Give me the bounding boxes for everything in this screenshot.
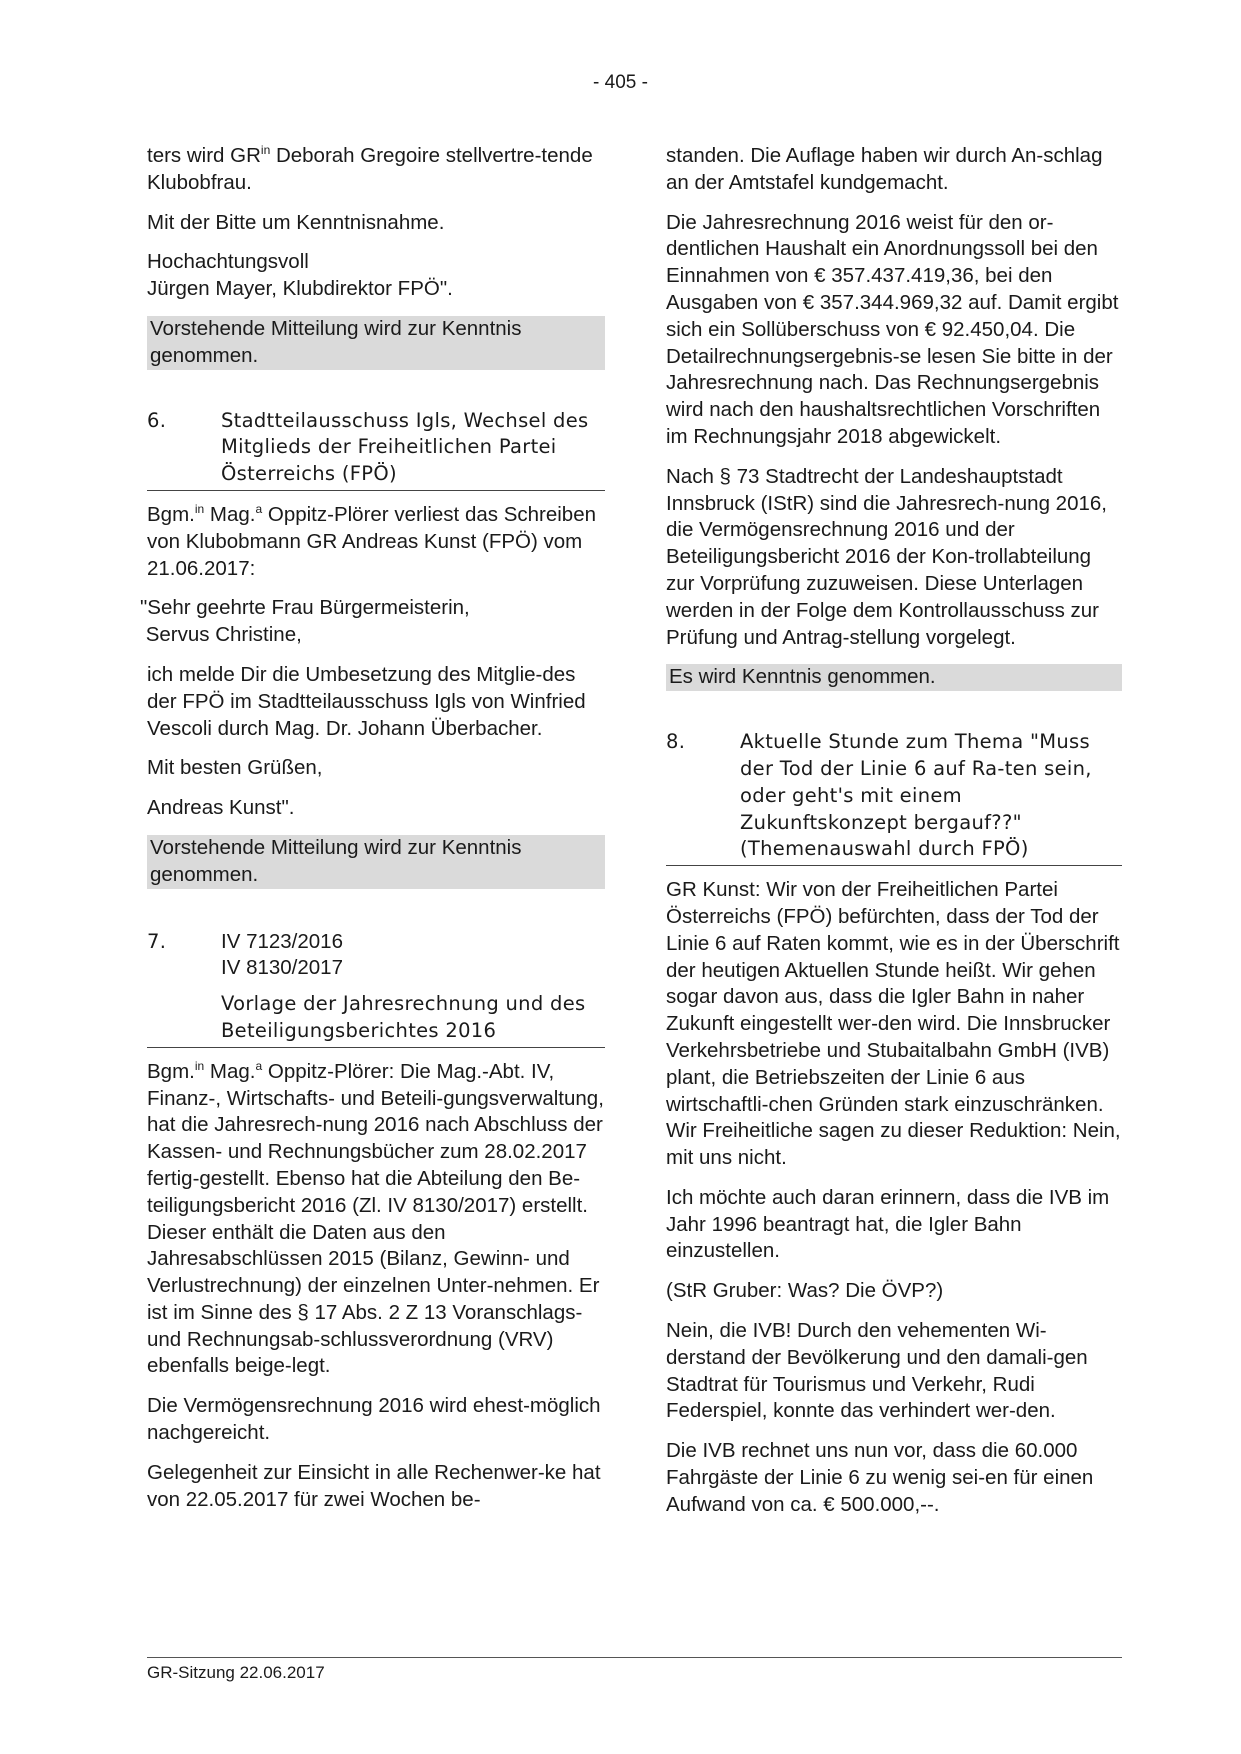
right-column: [666, 143, 1122, 1532]
paragraph: Die Vermögensrechnung 2016 wird ehest-möglich nachgereicht.: [147, 1394, 601, 1445]
paragraph: GR Kunst: Wir von der Freiheitlichen Partei Österreichs (FPÖ) befürchten, dass der Tod der Linie 6 auf Raten kommt, wie es in der Überschrift der heutigen Aktuellen Stunde heißt. Wir gehen sogar davon aus, dass die Igler Bahn in naher Zukunft eingestellt wer-den wird. Die Innsbrucker Verkehrsbetriebe und Stubaitalbahn GmbH (IVB) plant, die Betriebszeiten der Linie 6 aus wirtschaftli-chen Gründen stark einzuschränken. Wir Freiheitliche sagen zu dieser Reduktion: Nein, mit uns nicht.: [666, 878, 1121, 1170]
paragraph: Mit besten Grüßen,: [147, 756, 323, 780]
agenda-item-6: 6. Stadtteilausschuss Igls, Wechsel des Mitglieds der Freiheitlichen Partei Österreichs (FPÖ): [147, 408, 605, 491]
paragraph: ich melde Dir die Umbesetzung des Mitglie-des der FPÖ im Stadtteilausschuss Igls von Winfried Vescoli durch Mag. Dr. Johann Überbacher.: [147, 662, 586, 740]
paragraph: Gelegenheit zur Einsicht in alle Rechenwer-ke hat von 22.05.2017 für zwei Wochen be-: [147, 1460, 601, 1511]
letter-salutation: "Sehr geehrte Frau Bürgermeisterin, Servus Christine,: [140, 596, 470, 647]
reference-number: IV 8130/2017: [221, 956, 343, 980]
footer-text: GR-Sitzung 22.06.2017: [147, 1663, 325, 1682]
reference-number: IV 7123/2016: [221, 929, 343, 953]
signature-block: Hochachtungsvoll Jürgen Mayer, Klubdirektor FPÖ".: [147, 250, 453, 301]
paragraph: Mit der Bitte um Kenntnisnahme.: [147, 210, 445, 234]
agenda-item-title: Aktuelle Stunde zum Thema "Muss der Tod der Linie 6 auf Ra-ten sein, oder geht's mit einem Zukunftskonzept bergauf??" (Themenauswahl durch FPÖ): [740, 730, 1092, 861]
paragraph: standen. Die Auflage haben wir durch An-schlag an der Amtstafel kundgemacht.: [666, 144, 1103, 194]
paragraph: Nein, die IVB! Durch den vehementen Wi-derstand der Bevölkerung und den damali-gen Stadtrat für Tourismus und Verkehr, Rudi Federspiel, konnte das verhindert wer-den.: [666, 1319, 1088, 1423]
resolution-note: Vorstehende Mitteilung wird zur Kenntnis genommen.: [147, 835, 605, 889]
agenda-item-title: Vorlage der Jahresrechnung und des Beteiligungsberichtes 2016: [221, 992, 586, 1042]
interjection: (StR Gruber: Was? Die ÖVP?): [666, 1279, 944, 1303]
paragraph: Andreas Kunst".: [147, 796, 295, 820]
paragraph: Bgm.$^{in}$ Mag.$^a$ Oppitz-Plörer verliest das Schreiben von Klubobmann GR Andreas Kunst (FPÖ) vom 21.06.2017:: [147, 501, 597, 580]
paragraph: Ich möchte auch daran erinnern, dass die IVB im Jahr 1996 beantragt hat, die Igler Bahn einzustellen.: [666, 1185, 1110, 1263]
resolution-note: Vorstehende Mitteilung wird zur Kenntnis genommen.: [147, 316, 605, 370]
paragraph: ters wird $GR^{in}$ Deborah Gregoire stellvertre-tende Klubobfrau.: [147, 143, 593, 194]
agenda-item-7: 7. IV 7123/2016 IV 8130/2017 Vorlage der Jahresrechnung und des Beteiligungsberichtes 2016: [147, 929, 605, 1048]
speaker: GR Kunst:: [666, 878, 761, 902]
left-column: [140, 143, 605, 1526]
paragraph: Nach § 73 Stadtrecht der Landeshauptstadt Innsbruck (IStR) sind die Jahresrech-nung 2016, die Vermögensrechnung 2016 und der Beteiligungsbericht 2016 der Kon-trollabteilung zur Vorprüfung zuzuweisen. Diese Unterlagen werden in der Folge dem Kontrollausschuss zur Prüfung und Antrag-stellung vorgelegt.: [666, 464, 1107, 649]
resolution-note: Es wird Kenntnis genommen.: [666, 664, 1122, 691]
agenda-item-title: Stadtteilausschuss Igls, Wechsel des Mitglieds der Freiheitlichen Partei Österreichs (FPÖ): [221, 408, 589, 486]
agenda-item-8: 8. Aktuelle Stunde zum Thema "Muss der Tod der Linie 6 auf Ra-ten sein, oder geht's mit einem Zukunftskonzept bergauf??" (Themenauswahl durch FPÖ): [666, 729, 1122, 866]
page-number: - 405 -: [593, 72, 648, 93]
paragraph: Die Jahresrechnung 2016 weist für den or-dentlichen Haushalt ein Anordnungssoll bei den Einnahmen von € 357.437.419,36, bei den Ausgaben von € 357.344.969,32 auf. Damit ergibt sich ein Sollüberschuss von € 92.450,04. Die Detailrechnungsergebnis-se lesen Sie bitte in der Jahresrechnung nach. Das Rechnungsergebnis wird nach den haushaltsrechtlichen Vorschriften im Rechnungsjahr 2018 abgewickelt.: [666, 210, 1119, 448]
paragraph: Die IVB rechnet uns nun vor, dass die 60.000 Fahrgäste der Linie 6 zu wenig sei-en für einen Aufwand von ca. € 500.000,--.: [666, 1439, 1094, 1516]
footer-divider: [147, 1657, 1122, 1658]
paragraph: Bgm.$^{in}$ Mag.$^a$ Oppitz-Plörer: Die Mag.-Abt. IV, Finanz-, Wirtschafts- und Beteili-gungsverwaltung, hat die Jahresrech-nung 2016 nach Abschluss der Kassen- und Rechnungsbücher zum 28.02.2017 fertig-gestellt. Ebenso hat die Abteilung den Be-teiligungsbericht 2016 (Zl. IV 8130/2017) erstellt. Dieser enthält die Daten aus den Jahresabschlüssen 2015 (Bilanz, Gewinn- und Verlustrechnung) der einzelnen Unter-nehmen. Er ist im Sinne des § 17 Abs. 2 Z 13 Voranschlags- und Rechnungsab-schlussverordnung (VRV) ebenfalls beige-legt.: [147, 1058, 604, 1378]
